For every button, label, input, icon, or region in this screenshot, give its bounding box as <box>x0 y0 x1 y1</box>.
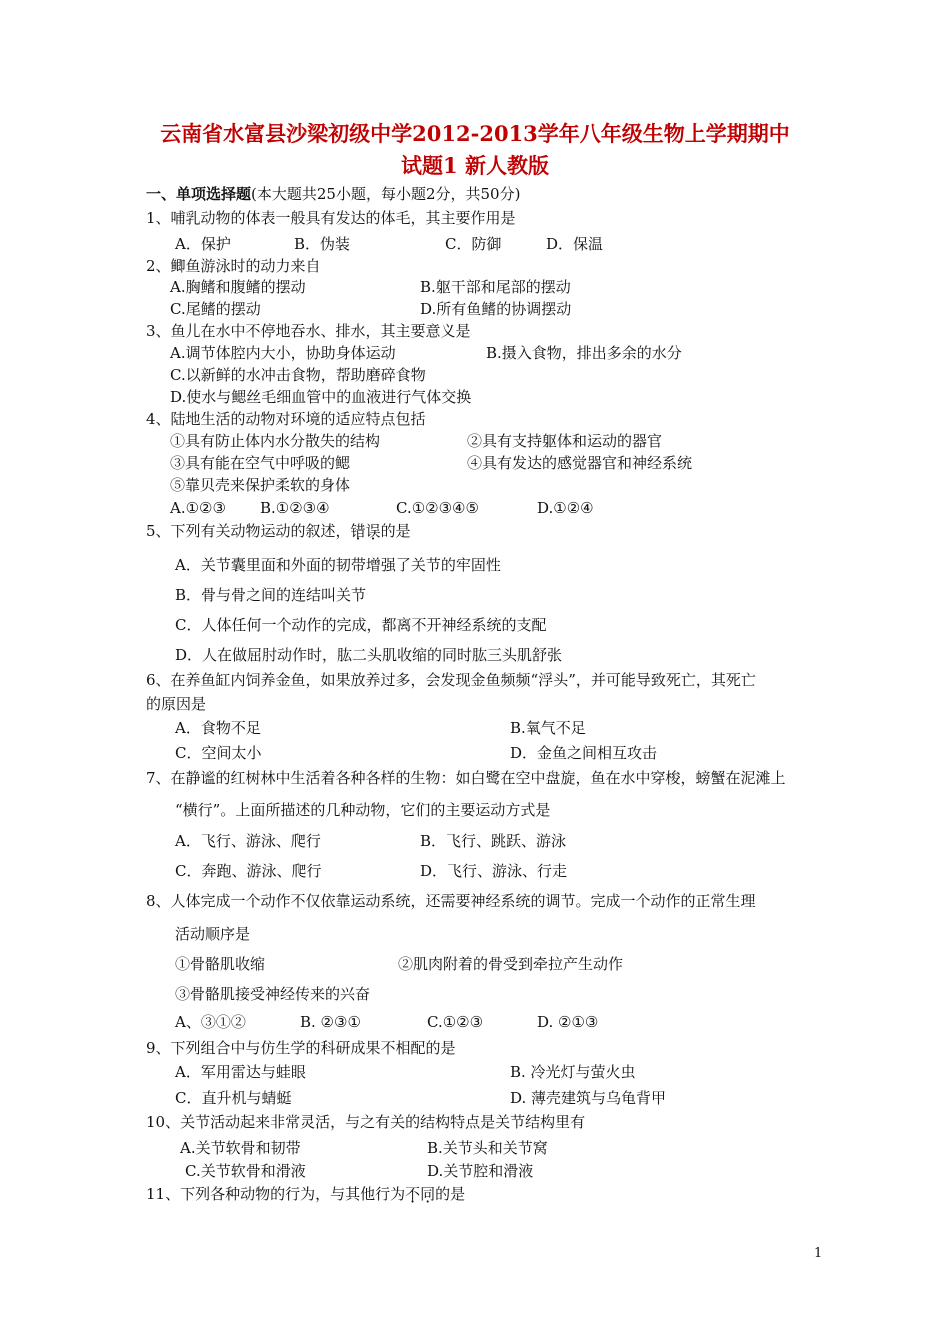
q11-stem-text: 11、下列各种动物的行为，与其他行为 <box>146 1185 406 1203</box>
q7-stem-line-1: 7、在静谧的红树林中生活着各种各样的生物：如白鹭在空中盘旋，鱼在水中穿梭，螃蟹在泥滩上 <box>146 769 786 787</box>
q10-option-a: A.关节软骨和韧带 <box>180 1139 301 1157</box>
q6-stem-line-1: 6、在养鱼缸内饲养金鱼，如果放养过多，会发现金鱼频频“浮头”，并可能导致死亡，其死亡 <box>146 671 756 689</box>
q9-option-d: D. 薄壳建筑与乌龟背甲 <box>510 1089 667 1107</box>
q4-item-1: ①具有防止体内水分散失的结构 <box>170 432 381 450</box>
q5-option-a: A．关节囊里面和外面的韧带增强了关节的牢固性 <box>175 556 501 574</box>
q5-option-c: C．人体任何一个动作的完成，都离不开神经系统的支配 <box>175 616 547 634</box>
q1-option-d: D．保温 <box>546 235 604 253</box>
q8-option-a: A、③①② <box>175 1013 246 1031</box>
q5-emphasis-2: 误 <box>365 522 381 540</box>
q6-stem-line-2: 的原因是 <box>146 695 207 713</box>
q5-stem-end: 的是 <box>380 522 411 540</box>
q4-item-2: ②具有支持躯体和运动的器官 <box>467 432 663 450</box>
q4-item-3: ③具有能在空气中呼吸的鳃 <box>170 454 351 472</box>
q2-stem: 2、鲫鱼游泳时的动力来自 <box>146 257 321 275</box>
q7-option-d: D．飞行、游泳、行走 <box>420 862 568 880</box>
q6-option-b: B.氧气不足 <box>510 719 586 737</box>
q9-option-a: A．军用雷达与蛙眼 <box>175 1063 306 1081</box>
q11-emphasis-2: 同 <box>420 1185 436 1203</box>
q3-option-d: D.使水与鳃丝毛细血管中的血液进行气体交换 <box>170 388 472 406</box>
q5-emphasis-1: 错 <box>350 522 366 540</box>
q8-option-c: C.①②③ <box>427 1013 484 1031</box>
q3-option-c: C.以新鲜的水冲击食物，帮助磨碎食物 <box>170 366 426 384</box>
q10-option-c: C.关节软骨和滑液 <box>185 1162 306 1180</box>
q8-stem-line-2: 活动顺序是 <box>175 925 251 943</box>
q5-option-b: B．骨与骨之间的连结叫关节 <box>175 586 367 604</box>
q10-option-b: B.关节头和关节窝 <box>427 1139 548 1157</box>
q9-option-c: C．直升机与蜻蜓 <box>175 1089 292 1107</box>
q8-option-d: D. ②①③ <box>537 1013 599 1031</box>
q4-option-b: B.①②③④ <box>260 499 330 517</box>
q10-option-d: D.关节腔和滑液 <box>427 1162 534 1180</box>
q8-item-3: ③骨骼肌接受神经传来的兴奋 <box>175 985 371 1003</box>
q8-option-b: B. ②③① <box>300 1013 361 1031</box>
q4-option-d: D.①②④ <box>537 499 594 517</box>
q10-stem: 10、关节活动起来非常灵活，与之有关的结构特点是关节结构里有 <box>146 1113 586 1131</box>
q3-stem: 3、鱼儿在水中不停地吞水、排水，其主要意义是 <box>146 322 471 340</box>
q8-item-1: ①骨骼肌收缩 <box>175 955 266 973</box>
q7-option-b: B．飞行、跳跃、游泳 <box>420 832 567 850</box>
q11-emphasis-1: 不 <box>405 1185 421 1203</box>
q6-option-a: A．食物不足 <box>175 719 261 737</box>
q6-option-d: D．金鱼之间相互攻击 <box>510 744 658 762</box>
q2-option-c: C.尾鳍的摆动 <box>170 300 261 318</box>
page-number: 1 <box>814 1246 823 1261</box>
q5-option-d: D．人在做屈肘动作时，肱二头肌收缩的同时肱三头肌舒张 <box>175 646 563 664</box>
q11-stem-end: 的是 <box>435 1185 466 1203</box>
q7-stem-line-2: “横行”。上面所描述的几种动物，它们的主要运动方式是 <box>175 801 551 819</box>
q3-option-b: B.摄入食物，排出多余的水分 <box>486 344 682 362</box>
q1-option-a: A．保护 <box>175 235 231 253</box>
q4-option-a: A.①②③ <box>170 499 226 517</box>
q7-option-a: A．飞行、游泳、爬行 <box>175 832 321 850</box>
q11-stem <box>146 1184 465 1204</box>
q2-option-a: A.胸鳍和腹鳍的摆动 <box>170 278 306 296</box>
q6-option-c: C．空间太小 <box>175 744 262 762</box>
title-line-1: 云南省水富县沙梁初级中学2012-2013学年八年级生物上学期期中 <box>160 121 790 146</box>
q2-option-d: D.所有鱼鳍的协调摆动 <box>420 300 572 318</box>
section-heading <box>146 184 520 204</box>
q5-stem <box>146 521 411 541</box>
title-line-2: 试题1 新人教版 <box>401 153 549 178</box>
q2-option-b: B.躯干部和尾部的摆动 <box>420 278 571 296</box>
q3-option-a: A.调节体腔内大小，协助身体运动 <box>170 344 396 362</box>
q9-option-b: B. 冷光灯与萤火虫 <box>510 1063 636 1081</box>
q4-option-c: C.①②③④⑤ <box>396 499 479 517</box>
q4-stem: 4、陆地生活的动物对环境的适应特点包括 <box>146 410 426 428</box>
q1-option-b: B．伪装 <box>294 235 351 253</box>
q5-stem-text: 5、下列有关动物运动的叙述， <box>146 522 351 540</box>
q4-item-5: ⑤靠贝壳来保护柔软的身体 <box>170 476 351 494</box>
section-label: 一、单项选择题 <box>146 185 252 203</box>
q8-stem-line-1: 8、人体完成一个动作不仅依靠运动系统，还需要神经系统的调节。完成一个动作的正常生理 <box>146 892 756 910</box>
q1-option-c: C．防御 <box>445 235 502 253</box>
section-note: (本大题共25小题，每小题2分，共50分) <box>251 185 521 203</box>
q9-stem: 9、下列组合中与仿生学的科研成果不相配的是 <box>146 1039 456 1057</box>
q8-item-2: ②肌肉附着的骨受到牵拉产生动作 <box>398 955 624 973</box>
q7-option-c: C．奔跑、游泳、爬行 <box>175 862 322 880</box>
q4-item-4: ④具有发达的感觉器官和神经系统 <box>467 454 693 472</box>
q1-stem: 1、哺乳动物的体表一般具有发达的体毛，其主要作用是 <box>146 209 516 227</box>
